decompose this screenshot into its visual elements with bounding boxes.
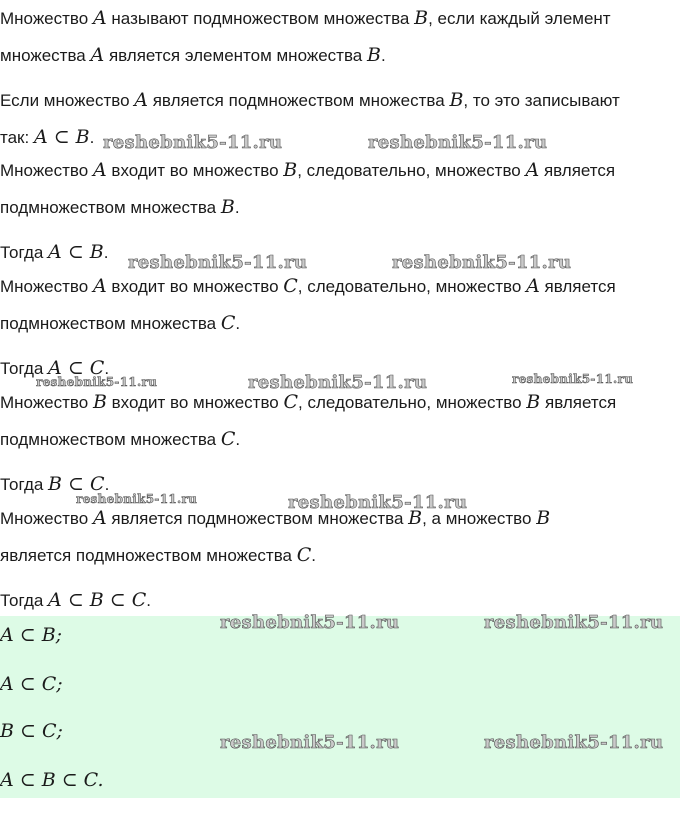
paragraph-b-in-c: Множество B входит во множество C, следовательно, множество B является подмножеством множества C. (0, 391, 617, 450)
watermark: reshebnik5-11.ru (288, 492, 468, 513)
paragraph-a-in-c: Множество A входит во множество C, следовательно, множество A является подмножеством множества C. (0, 275, 616, 334)
paragraph-subset-definition: Множество A называют подмножеством множества B, если каждый элемент множества A является элементом множества B. (0, 7, 611, 66)
paragraph-a-in-b: Множество A входит во множество B, следовательно, множество A является подмножеством множества B. (0, 159, 616, 218)
watermark: reshebnik5-11.ru (392, 252, 572, 273)
watermark: reshebnik5-11.ru (128, 252, 308, 273)
watermark: reshebnik5-11.ru (368, 132, 548, 153)
answer-line-2: A ⊂ C; (0, 673, 63, 695)
watermark: reshebnik5-11.ru (484, 732, 664, 753)
paragraph-then-chain: Тогда A ⊂ B ⊂ C. (0, 589, 152, 611)
paragraph-then-b-subset-c: Тогда B ⊂ C. (0, 473, 110, 495)
watermark: reshebnik5-11.ru (484, 612, 664, 633)
answer-line-1: A ⊂ B; (0, 624, 63, 646)
paragraph-then-a-subset-c: Тогда A ⊂ C. (0, 357, 110, 379)
answer-line-4: A ⊂ B ⊂ C. (0, 769, 104, 791)
paragraph-then-a-subset-b: Тогда A ⊂ B. (0, 241, 109, 263)
watermark: reshebnik5-11.ru (512, 372, 634, 386)
answer-box (0, 616, 680, 798)
paragraph-a-b-c-chain: Множество A является подмножеством множества B, а множество B является подмножеством множества C. (0, 507, 551, 566)
answer-line-3: B ⊂ C; (0, 720, 63, 742)
paragraph-subset-notation: Если множество A является подмножеством множества B, то это записывают так: A ⊂ B. (0, 89, 620, 148)
watermark: reshebnik5-11.ru (220, 612, 400, 633)
watermark: reshebnik5-11.ru (76, 492, 198, 506)
watermark: reshebnik5-11.ru (36, 375, 158, 389)
watermark: reshebnik5-11.ru (248, 372, 428, 393)
watermark: reshebnik5-11.ru (103, 132, 283, 153)
watermark: reshebnik5-11.ru (220, 732, 400, 753)
